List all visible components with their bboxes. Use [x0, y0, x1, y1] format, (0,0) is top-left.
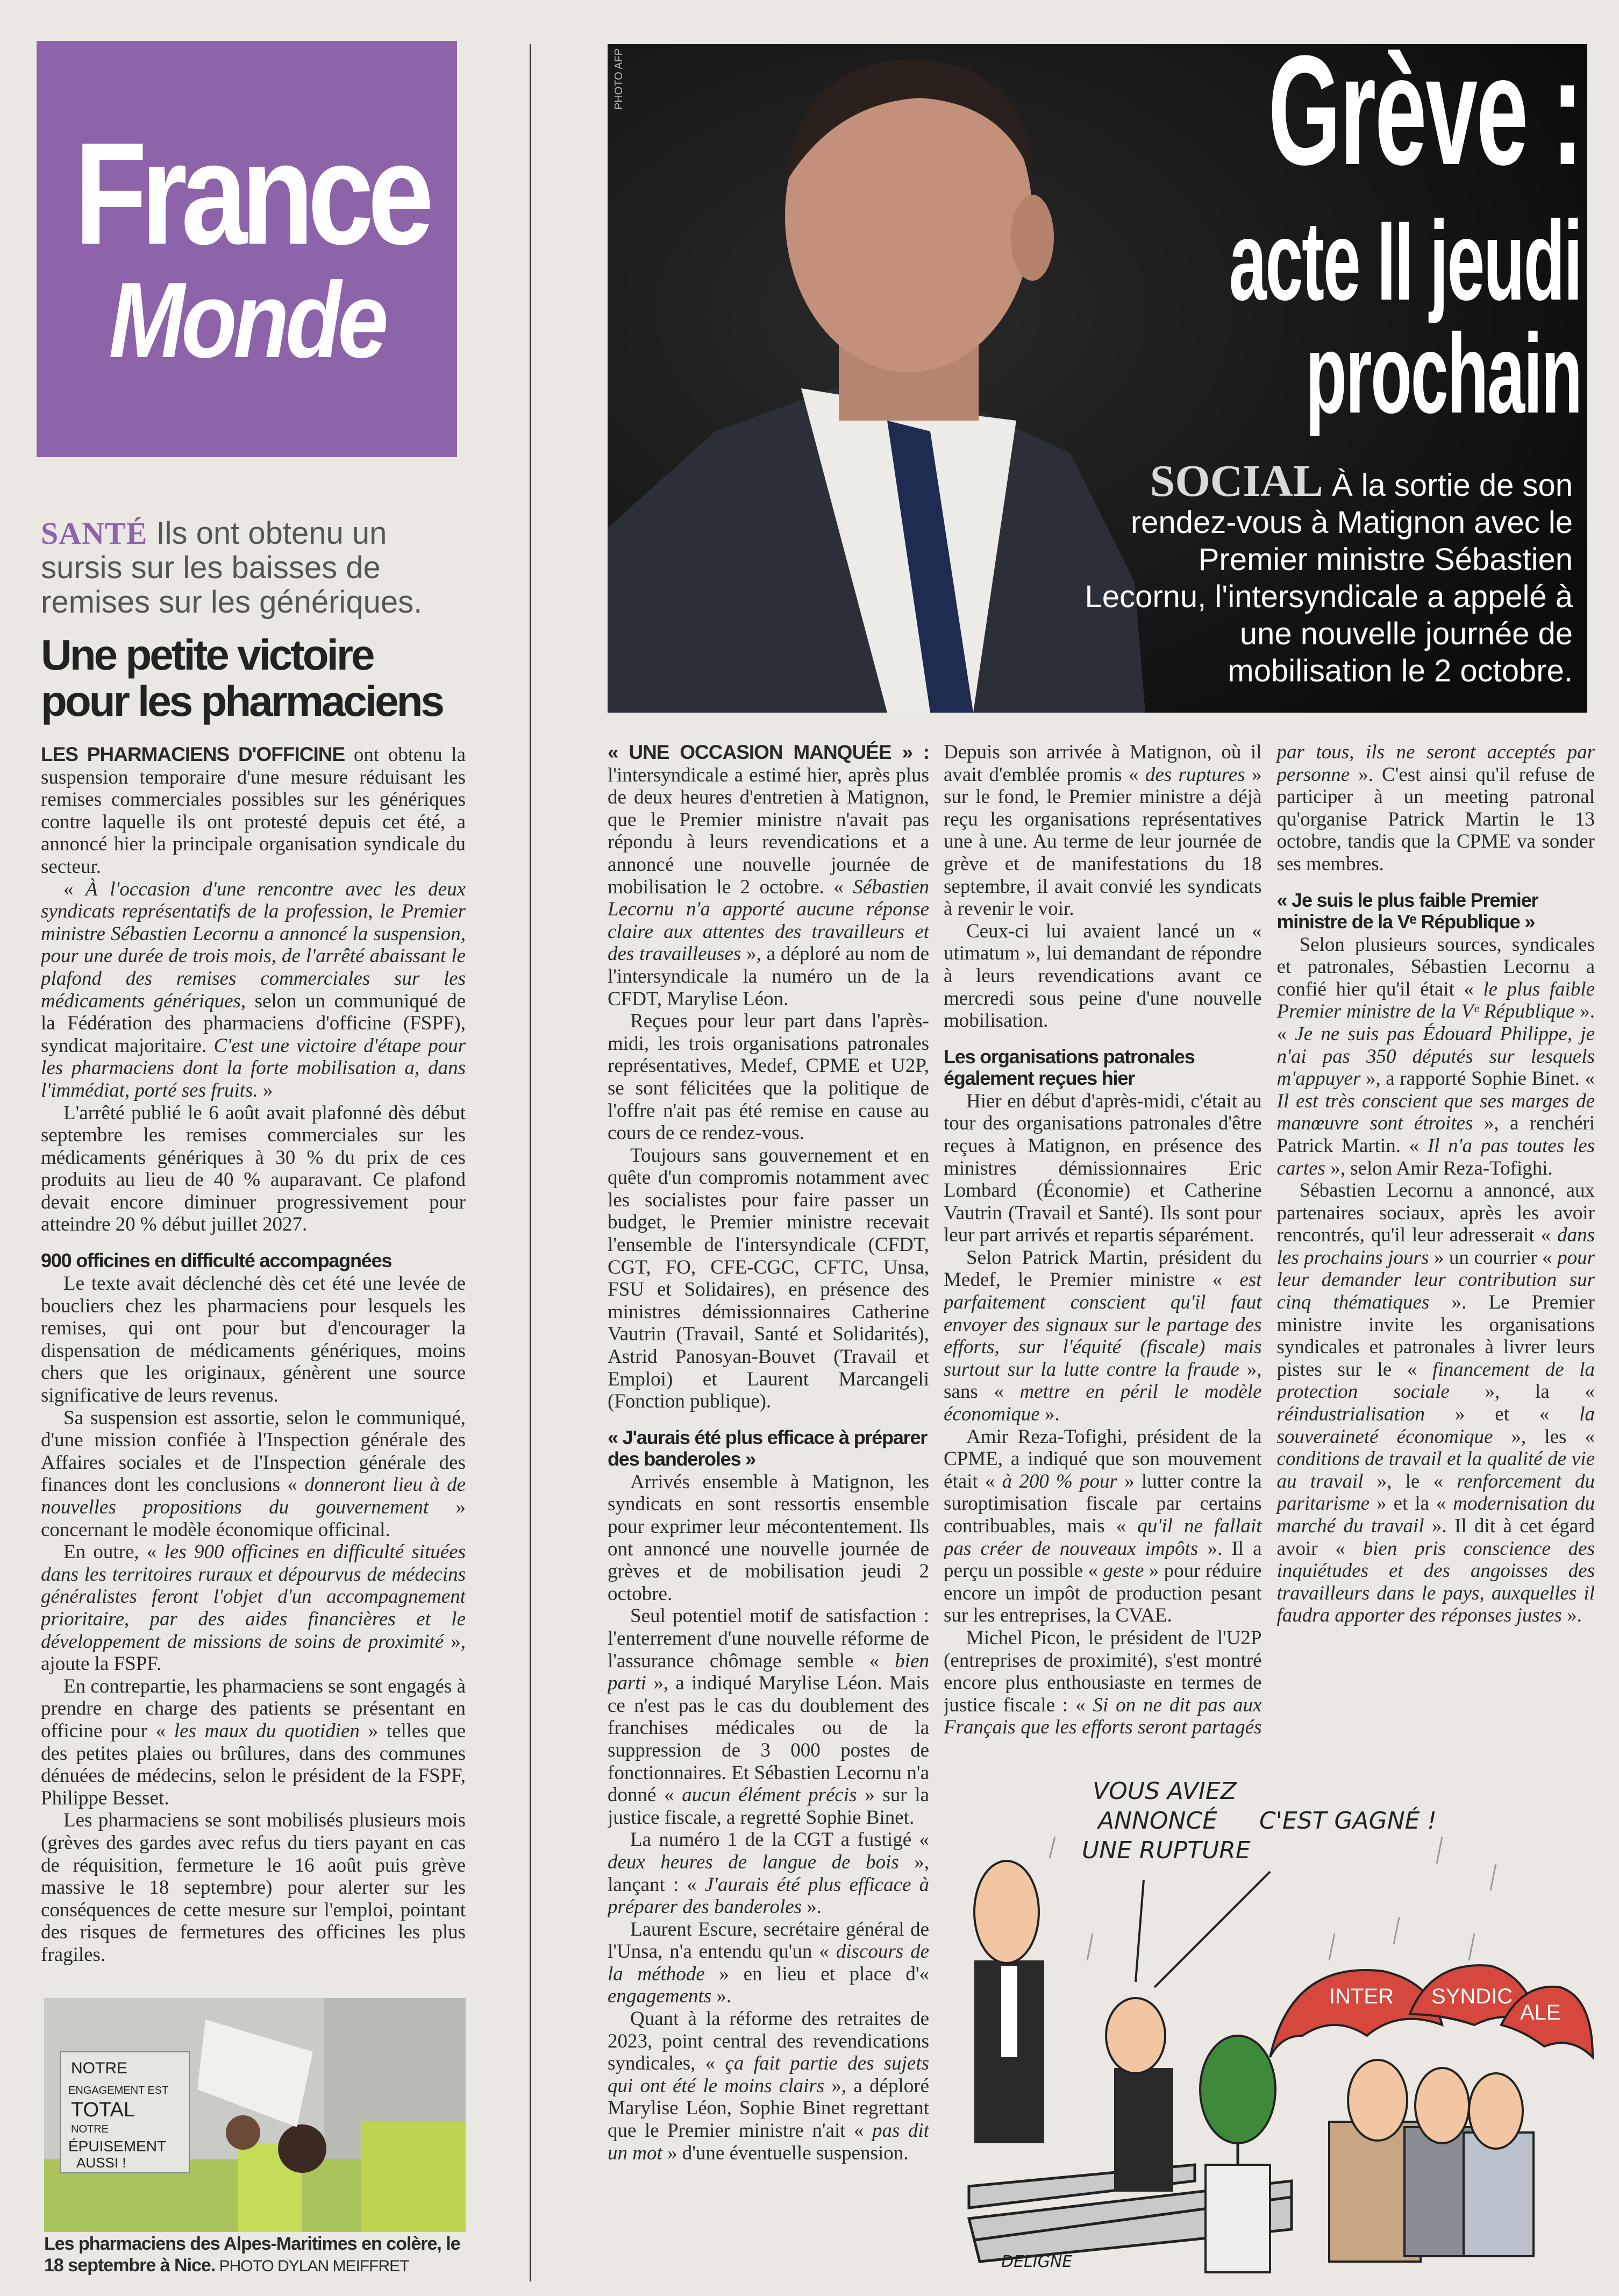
rubric-france: France [74, 113, 428, 275]
quote-run: ça fait partie des sujets qui ont été le moins clairs [608, 2052, 929, 2097]
paragraph [944, 1090, 1262, 1247]
prime-minister-figure [974, 1861, 1044, 2143]
text-run: Le texte avait déclenché dès cet été une levée de boucliers chez les pharmaciens pour lesquels les remises, qui ont pour but d'encourager la dispensation de médicaments génériques, moins chers que les originaux, génèrent une source significative de leurs revenus. [41, 1273, 466, 1407]
quote-run: bien pris conscience des inquiétudes et des angoisses des travailleurs dans le pays, auxquelles il faudra apporter des réponses justes [1276, 1537, 1595, 1627]
left-article-body [41, 743, 466, 1991]
kicker [41, 516, 466, 620]
text-run: Laurent Escure, secrétaire général de l'Unsa, n'a entendu qu'un « [608, 1918, 929, 1963]
paragraph [608, 1471, 929, 1605]
text-run: Depuis son arrivée à Matignon, où il avait d'emblée promis « [944, 741, 1262, 786]
text-run: , selon un communiqué de la Fédération des pharmaciens d'officine (FSPF), syndicat majoritaire. [41, 990, 466, 1057]
text-run: Les organisations patronales également reçues hier [944, 1045, 1195, 1089]
butler-figure [1106, 1998, 1173, 2192]
quote-run: À l'occasion d'une rencontre avec les deux syndicats représentatifs de la profession, le Premier ministre Sébastien Lecornu a annoncé la suspension, pour une durée de trois mois, de l'arrêté abaissant le plafond des remises commerciales sur les médicaments génériques [41, 878, 466, 1012]
text-run: Toujours sans gouvernement et en quête d'un compromis notamment avec les socialistes pour faire passer un budget, le Premier ministre recevait l'ensemble de l'intersyndicale (CFDT, CGT, FO, CFE-CGC, CFTC, Unsa, FSU et Solidaires), en présence des ministres démissionnaires Catherine Vautrin (Travail, Santé et Solidarités), Astrid Panosyan-Bouvet (Travail et Emploi) et Laurent Marcangeli (Fonction publique). [608, 1144, 929, 1413]
paragraph [608, 2008, 929, 2164]
text-run: ». [802, 1896, 822, 1918]
text-run: » un courrier « [1429, 1246, 1558, 1269]
speech-bubble-line: ANNONCÉ [1098, 1807, 1217, 1835]
quote-run: la souveraineté économique [1276, 1403, 1595, 1448]
quote-run: Je ne suis pas Édouard Philippe, je n'ai pas 350 députés sur lesquels m'appuyer [1276, 1022, 1595, 1090]
quote-run: conditions de travail et la qualité de vie au travail [1276, 1448, 1595, 1492]
text-run: ». C'est ainsi qu'il refuse de participer à un meeting patronal qu'organise Patrick Martin le 13 octobre, tandis que la CPME va sonder ses membres. [1276, 763, 1595, 875]
column-divider [530, 44, 531, 2281]
text-run: En contrepartie, les pharmaciens se sont engagés à prendre en charge des patients se présentant en officine pour « [41, 1675, 466, 1742]
text-run: Ceux-ci lui avaient lancé un « utimatum », lui demandant de répondre à leurs revendications avant ce mercredi sous peine d'une nouvelle mobilisation. [944, 920, 1262, 1032]
text-run: », le « [1363, 1470, 1457, 1492]
quote-run: mettre en péril le modèle économique [944, 1381, 1262, 1426]
text-run: En outre, « [63, 1541, 165, 1563]
text-run: », ajoute la FSPF. [41, 1630, 466, 1675]
paragraph-lead: « UNE OCCASION MANQUÉE » : [608, 741, 929, 763]
cartoonist-signature: DELIGNE [1001, 2252, 1073, 2271]
paragraph [41, 1809, 466, 1966]
paragraph [944, 741, 1262, 920]
subheading [944, 1046, 1262, 1089]
main-title-line: acte II jeudi [1229, 197, 1581, 324]
text-run: » pour réduire encore un impôt de production pesant sur les entreprises, la CVAE. [944, 1560, 1262, 1627]
paragraph [608, 1145, 929, 1413]
paragraph [41, 878, 466, 1102]
paragraph [944, 1426, 1262, 1627]
sign-line: ÉPUISEMENT [68, 2138, 167, 2155]
text-run: », sans « [944, 1358, 1262, 1403]
paragraph [1277, 934, 1595, 1180]
main-article-column [608, 741, 929, 2285]
photo-caption [44, 2233, 474, 2277]
text-run: » telles que des petites plaies ou brûlures, dans des communes dénuées de médecins, selon le président de la FSPF, Philippe Besset. [41, 1719, 466, 1809]
section-rubric [37, 41, 457, 457]
text-run: Les pharmaciens se sont mobilisés plusieurs mois (grèves des gardes avec refus du tiers payant en cas de réquisition, fermeture le 16 août puis grève massive le 18 septembre) pour alerter sur les conséquences de cette mesure sur l'emploi, pointant des risques de fermetures des officines les plus fragiles. [41, 1809, 466, 1966]
sign-line: NOTRE [71, 2123, 109, 2135]
paragraph [41, 1407, 466, 1541]
text-run: », a renchéri Patrick Martin. « [1276, 1112, 1595, 1157]
text-run: Seul potentiel motif de satisfaction : l'enterrement d'une nouvelle réforme de l'assurance chômage semble « [608, 1605, 929, 1672]
text-run: L'arrêté publié le 6 août avait plafonné dès début septembre les remises commerciales sur les médicaments génériques à 30 % du prix de ces produits au lieu de 40 % auparavant. Ce plafond devait encore diminuer progressivement pour atteindre 20 % début juillet 2027. [41, 1101, 466, 1236]
kicker-label: SANTÉ [41, 516, 148, 551]
text-run: Arrivés ensemble à Matignon, les syndicats en sont ressortis ensemble pour exprimer leur mécontentement. Ils ont annoncé une nouvelle journée de grèves et de mobilisation jeudi 2 octobre. [608, 1470, 929, 1605]
lead-text: À la sortie de son rendez-vous à Matignon avec le Premier ministre Sébastien Lecornu, l'intersyndicale a appelé à une nouvelle journée de mobilisation le 2 octobre. [1085, 468, 1573, 688]
text-run: Quant à la réforme des retraites de 2023, point central des revendications syndicales, « [608, 2008, 929, 2075]
text-run: » en lieu et place d'« [704, 1963, 929, 1985]
text-run: Michel Picon, le président de l'U2P (entreprises de proximité), s'est montré encore plus enthousiaste en termes de justice fiscale : « [944, 1626, 1262, 1716]
subheading [608, 1427, 929, 1470]
text-run: », a déploré Marylise Léon, Sophie Binet regrettant que le Premier ministre n'ait « [608, 2074, 929, 2142]
union-figures [1329, 2060, 1534, 2262]
text-run: » concernant le modèle économique officinal. [41, 1496, 466, 1541]
text-run: », a déploré au nom de l'intersyndicale la numéro un de la CFDT, Marylise Léon. [608, 943, 929, 1010]
speech-bubble-line: UNE RUPTURE [1082, 1837, 1251, 1864]
quote-run: des ruptures [1145, 763, 1245, 786]
paragraph [41, 1273, 466, 1407]
paragraph [41, 743, 466, 878]
text-run: Sa suspension est assortie, selon le communiqué, d'une mission confiée à l'Inspection générale des Affaires sociales et de l'Inspection générale des finances dont les conclusions « [41, 1406, 466, 1496]
quote-run: Il n'a pas toutes les cartes [1276, 1134, 1595, 1179]
editorial-cartoon [958, 1756, 1595, 2283]
kicker-text: Ils ont obtenu un sursis sur les baisses de remises sur les génériques. [41, 516, 423, 620]
quote-run: est parfaitement conscient qu'il faut envoyer des signaux sur le partage des efforts, sur l'équité (fiscale) mais surtout sur la lutte contre la fraude [944, 1269, 1262, 1381]
paragraph [944, 1247, 1262, 1426]
caption-text: Les pharmaciens des Alpes-Maritimes en colère, le 18 septembre à Nice. [44, 2234, 460, 2276]
paragraph [608, 1605, 929, 1829]
text-run: », les « [1493, 1425, 1595, 1448]
text-run: », a indiqué Marylise Léon. Mais ce n'est pas le cas du doublement des franchises médicales ou de la suppression de 3 000 postes de fonctionnaires. Et Sébastien Lecornu n'a donné « [608, 1672, 929, 1807]
photo-credit: PHOTO DYLAN MEIFFRET [215, 2257, 409, 2275]
umbrella-label: SYNDIC [1431, 1985, 1513, 2008]
quote-run: dans les prochains jours [1276, 1224, 1595, 1269]
main-title-line: prochain [1306, 310, 1581, 437]
text-run: 900 officines en difficulté accompagnées [41, 1249, 392, 1272]
umbrella-label: ALE [1520, 2001, 1561, 2024]
text-run: « Je suis le plus faible Premier ministre de la Vᵉ République » [1276, 888, 1538, 933]
text-run: ». Le Premier ministre invite les organisations syndicales et patronales à livrer leurs pistes sur le « [1276, 1291, 1595, 1381]
paragraph [41, 1675, 466, 1810]
paragraph [41, 1102, 466, 1236]
text-run: Hier en début d'après-midi, c'était au tour des organisations patronales d'être reçues à Matignon, en présence des ministres démissionnaires Eric Lombard (Économie) et Catherine Vautrin (Travail et Santé). Ils sont pour leur part arrivés et repartis séparément. [944, 1090, 1262, 1247]
quote-run: geste [1103, 1560, 1144, 1582]
text-run: « [63, 878, 86, 900]
text-run: » sur la justice fiscale, a regretté Sophie Binet. [608, 1784, 929, 1829]
text-run: Amir Reza-Tofighi, président de la CPME, a indiqué que son mouvement était « [944, 1425, 1262, 1492]
text-run: « J'aurais été plus efficace à préparer des banderoles » [608, 1426, 928, 1470]
main-article-columns [944, 741, 1595, 1747]
plant [1200, 2036, 1275, 2272]
quote-run: pas dit un mot [608, 2120, 929, 2164]
pharmacists-protest-photo [44, 1998, 466, 2232]
text-run: ». [711, 1985, 732, 2008]
sign-line: TOTAL [71, 2099, 135, 2121]
quote-run: réindustrialisation [1276, 1403, 1425, 1426]
sign-line: NOTRE [71, 2059, 127, 2077]
lead-label: SOCIAL [1150, 456, 1323, 506]
quote-run: bien parti [608, 1650, 929, 1695]
paragraph [608, 1829, 929, 1918]
text-run: ». [1561, 1604, 1582, 1627]
text-run: ». Il a perçu un possible « [944, 1537, 1262, 1582]
subheading [1277, 890, 1595, 933]
quote-run: qu'il ne fallait pas créer de nouveaux impôts [944, 1515, 1262, 1560]
text-run: », selon Amir Reza-Tofighi. [1325, 1157, 1553, 1179]
text-run: » lutter contre la suroptimisation fiscale par certains contribuables, mais « [944, 1470, 1262, 1537]
paragraph [41, 1541, 466, 1675]
quote-run: le plus faible Premier ministre de la Vᵉ République [1276, 978, 1595, 1023]
text-run: ». Il dit à cet égard avoir « [1276, 1515, 1595, 1560]
quote-run: à 200 % pour [1002, 1470, 1117, 1492]
text-run: La numéro 1 de la CGT a fustigé « [630, 1829, 929, 1851]
quote-run: Si on ne dit pas aux Français que les efforts seront partagés par tous, ils ne seront acceptés par personne [944, 741, 1595, 1739]
paragraph [608, 741, 929, 1010]
speech-bubble-line: VOUS AVIEZ [1093, 1778, 1237, 1805]
text-run: » d'une éventuelle suspension. [662, 2142, 909, 2164]
quote-run: Il est très conscient que ses marges de manœuvre sont étroites [1276, 1090, 1595, 1135]
quote-run: discours de la méthode [608, 1940, 929, 1985]
quote-run: engagements [608, 1985, 712, 2008]
paragraph [1277, 1179, 1595, 1627]
quote-run: C'est une victoire d'étape pour les pharmaciens dont la forte mobilisation a, dans l'immédiat, porté ses fruits. [41, 1034, 466, 1101]
text-run: ont obtenu la suspension temporaire d'une mesure réduisant les remises commerciales possibles sur les génériques contre laquelle ils ont protesté depuis cet été, a annoncé hier la principale organisation syndicale du secteur. [41, 744, 466, 878]
quote-run: renforcement du paritarisme [1276, 1470, 1595, 1515]
text-run: » et « [1424, 1403, 1580, 1426]
subheading [41, 1250, 466, 1271]
text-run: ». « [1276, 1000, 1595, 1045]
quote-run: les 900 officines en difficulté situées dans les territoires ruraux et dépourvus de médecins généralistes feront l'objet d'un accompagnement prioritaire, par des aides financières et le développement de missions de soins de proximité [41, 1541, 466, 1653]
article-headline: Une petite victoire pour les pharmaciens [41, 631, 443, 725]
quote-run: Sébastien Lecornu n'a apporté aucune réponse claire aux attentes des travailleurs et des travailleuses [608, 876, 929, 965]
paragraph [608, 1010, 929, 1145]
paragraph-lead: LES PHARMACIENS D'OFFICINE [41, 743, 345, 765]
text-run: », la « [1449, 1381, 1595, 1403]
text-run: » [258, 1079, 273, 1101]
paragraph [608, 1918, 929, 2008]
article-lead [1070, 456, 1573, 689]
text-run: ». [1039, 1403, 1060, 1426]
umbrella-label: INTER [1329, 1985, 1394, 2008]
text-run: Selon plusieurs sources, syndicales et patronales, Sébastien Lecornu a confié hier qu'il était « [1276, 933, 1595, 1000]
main-title-line: Grève : [1268, 23, 1581, 197]
text-run: », a rapporté Sophie Binet. « [1360, 1068, 1595, 1090]
quote-run: financement de la protection sociale [1276, 1358, 1595, 1403]
speech-bubble: C'EST GAGNÉ ! [1259, 1807, 1437, 1835]
text-run: » sur le fond, le Premier ministre a déjà reçu les organisations représentatives une à une. Au terme de leur journée de grève et de manifestations du 18 septembre, il avait convié les syndicats à revenir le voir. [944, 763, 1262, 920]
sign-line: ENGAGEMENT EST [68, 2085, 169, 2096]
quote-run: donneront lieu à de nouvelles propositions du gouvernement [41, 1474, 466, 1518]
text-run: », lançant : « [608, 1851, 929, 1896]
sign-line: AUSSI ! [76, 2155, 126, 2171]
text-run: Selon Patrick Martin, président du Medef, le Premier ministre « [944, 1246, 1262, 1291]
quote-run: pour leur demander leur contribution sur cinq thématiques [1276, 1246, 1595, 1314]
quote-run: J'aurais été plus efficace à préparer des banderoles [608, 1873, 929, 1918]
quote-run: deux heures de langue de bois [608, 1851, 899, 1873]
paragraph [944, 920, 1262, 1032]
text-run: Reçues pour leur part dans l'après-midi, les trois organisations patronales représentatives, Medef, CPME et U2P, se sont félicitées que la politique de l'offre n'ait pas été remise en cause au cours de ce rendez-vous. [608, 1010, 929, 1145]
text-run: l'intersyndicale a estimé hier, après plus de deux heures d'entretien à Matignon, que le Premier ministre n'avait pas répondu à leurs revendications et a annoncé une nouvelle journée de mobilisation le 2 octobre. « [608, 764, 929, 898]
quote-run: modernisation du marché du travail [1276, 1492, 1595, 1537]
quote-run: aucun élément précis [682, 1784, 857, 1807]
text-run: Sébastien Lecornu a annoncé, aux partenaires sociaux, après les avoir rencontrés, qu'il leur adresserait « [1276, 1179, 1595, 1247]
photo-credit: PHOTO AFP [613, 48, 625, 110]
rubric-monde: Monde [109, 260, 385, 380]
quote-run: les maux du quotidien [174, 1719, 360, 1742]
text-run: » et la « [1370, 1492, 1453, 1515]
